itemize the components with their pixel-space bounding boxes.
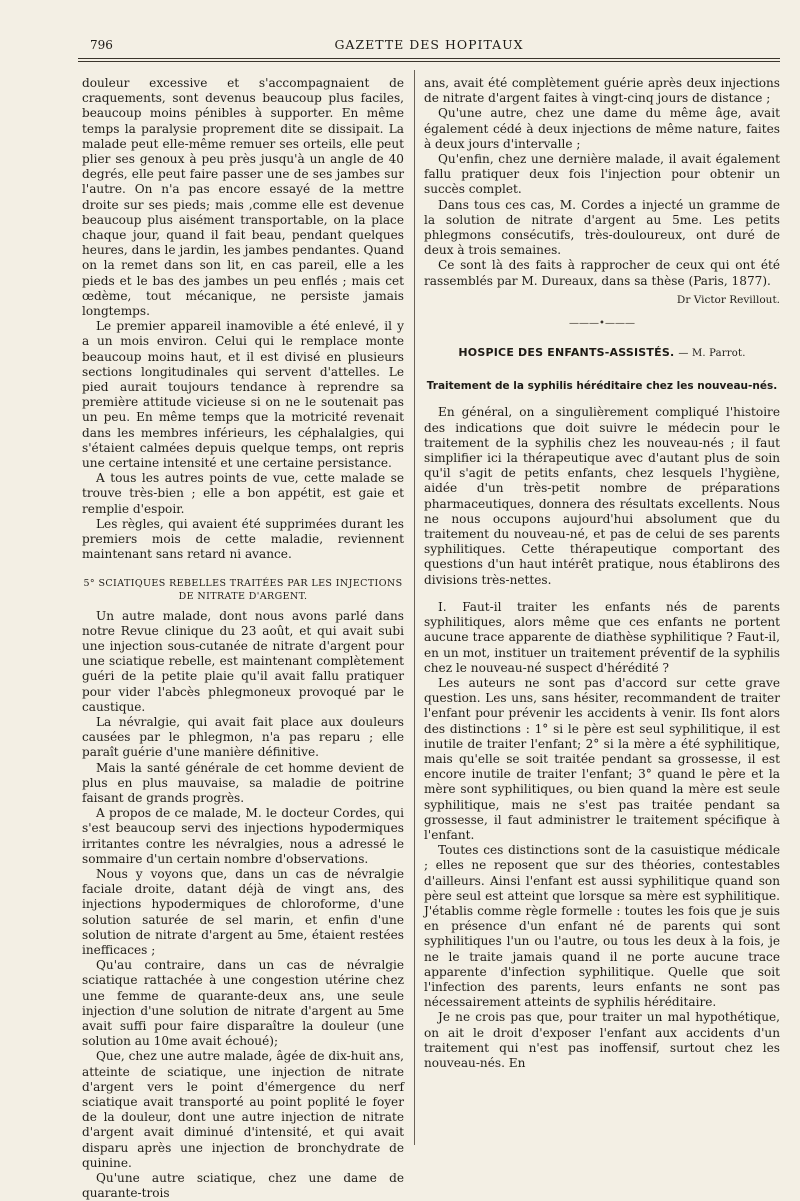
paragraph: douleur excessive et s'accompagnaient de craquements, sont devenus beaucoup plus faciles, beaucoup moins pénibles à supporter. En même temps la paralysie proprement dite se dissipait. La malade peut elle-même remuer ses orteils, elle peut plier ses genoux à peu près jusqu'à un angle de 40 degrés, elle peut faire passer une de ses jambes sur l'autre. On n'a pas encore essayé de la mettre droite sur ses pieds; mais ,comme elle est devenue beaucoup plus aisément transportable, on la place chaque jour, quand il fait beau, pendant quelques heures, dans le jardin, les jambes pendantes. Quand on la remet dans son lit, en cas pareil, elle a les pieds et le bas des jambes un peu enflés ; mais cet œdème, tout mécanique, ne persiste jamais longtemps. [82, 76, 404, 319]
paragraph: Que, chez une autre malade, âgée de dix-huit ans, atteinte de sciatique, une injection de nitrate d'argent vers le point d'émergence du nerf sciatique avait transporté au point poplité le foyer de la douleur, dont une autre injection de nitrate d'argent avait diminué d'intensité, et qui avait disparu après une injection de bronchydrate de quinine. [82, 1049, 404, 1170]
paragraph: Toutes ces distinctions sont de la casuistique médicale ; elles ne reposent que sur des théories, contestables d'ailleurs. Ainsi l'enfant est aussi syphilitique quand son père seul est atteint que lorsque sa mère est syphilitique. J'établis comme règle formelle : toutes les fois que je suis en présence d'un enfant né de parents qui sont syphilitiques l'un ou l'autre, ou tous les deux à la fois, je ne le traite jamais quand il ne porte aucune trace apparente d'infection syphilitique. Quelle que soit l'infection des parents, leurs enfants ne sont pas nécessairement atteints de syphilis héréditaire. [424, 843, 780, 1010]
paragraph: Dans tous ces cas, M. Cordes a injecté un gramme de la solution de nitrate d'argent au 5me. Les petits phlegmons consécutifs, très-douloureux, ont duré de deux à trois semaines. [424, 197, 780, 258]
paragraph: Nous y voyons que, dans un cas de névralgie faciale droite, datant déjà de vingt ans, des injections hypodermiques de chloroforme, d'une solution saturée de sel marin, et enfin d'une solution de nitrate d'argent au 5me, étaient restées inefficaces ; [82, 866, 404, 957]
paragraph: Mais la santé générale de cet homme devient de plus en plus mauvaise, sa maladie de poitrine faisant de grands progrès. [82, 760, 404, 805]
page-number: 796 [90, 38, 113, 52]
author-signature: Dr Victor Revillout. [676, 293, 780, 306]
paragraph: En général, on a singulièrement compliqué l'histoire des indications que doit suivre le médecin pour le traitement de la syphilis chez les nouveau-nés ; il faut simplifier ici la thérapeutique avec d'autant plus de soin qu'il s'agit de petits enfants, chez lesquels l'hygiène, aidée d'un très-petit nombre de préparations pharmaceutiques, donnera des résultats excellents. Nous ne nous occupons aujourd'hui absolument que du traitement du nouveau-né, et pas de celui de ses parents syphilitiques. Cette thérapeutique comportant des questions d'un haut intérêt pratique, nous établirons des divisions très-nettes. [424, 405, 780, 587]
paragraph: Ce sont là des faits à rapprocher de ceux qui ont été rassemblés par M. Dureaux, dans sa thèse (Paris, 1877). [424, 258, 780, 288]
column-separator [414, 70, 415, 1145]
paragraph: Les auteurs ne sont pas d'accord sur cette grave question. Les uns, sans hésiter, recommandent de traiter l'enfant pour prévenir les accidents à venir. Ils font alors des distinctions : 1° si le père est seul syphilitique, il est inutile de traiter l'enfant; 2° si la mère a été syphilitique, mais qu'elle se soit traitée pendant sa grossesse, il est encore inutile de traiter l'enfant; 3° quand le père et la mère sont syphilitiques, ou bien quand la mère est seule syphilitique, mais ne s'est pas traitée pendant sa grossesse, il faut administrer le traitement spécifique à l'enfant. [424, 675, 780, 842]
paragraph: Qu'une autre, chez une dame du même âge, avait également cédé à deux injections de même nature, faites à deux jours d'intervalle ; [424, 106, 780, 151]
section-author: — M. Parrot. [678, 348, 746, 360]
paragraph: Le premier appareil inamovible a été enlevé, il y a un mois environ. Celui qui le remplace monte beaucoup moins haut, et il est divisé en plusieurs sections longitudinales qui servent d'attelles. Le pied aurait toujours tendance à reprendre sa première attitude vicieuse si on ne le soutenait pas un peu. En même temps que la motricité revenait dans les membres inférieurs, les céphalalgies, qui s'étaient calmées depuis quelque temps, ont repris une certaine intensité et une certaine persistance. [82, 319, 404, 471]
section-title [424, 345, 780, 361]
page-header [78, 34, 780, 56]
right-column [424, 76, 780, 1071]
paragraph: Qu'une autre sciatique, chez une dame de quarante-trois [82, 1171, 404, 1201]
header-rule-top [78, 58, 780, 59]
journal-title: GAZETTE DES HOPITAUX [334, 37, 524, 52]
section-separator: ———•——— [569, 318, 635, 330]
paragraph: Qu'au contraire, dans un cas de névralgie sciatique rattachée à une congestion utérine chez une femme de quarante-deux ans, une seule injection d'une solution de nitrate d'argent au 5me avait suffi pour faire disparaître la douleur (une solution au 10me avait échoué); [82, 958, 404, 1049]
header-rule-bottom [78, 61, 780, 62]
paragraph: Les règles, qui avaient été supprimées durant les premiers mois de cette maladie, reviennent maintenant sans retard ni avance. [82, 516, 404, 562]
paragraph: A tous les autres points de vue, cette malade se trouve très-bien ; elle a bon appétit, est gaie et remplie d'espoir. [82, 471, 404, 516]
section-title-text: HOSPICE DES ENFANTS-ASSISTÉS. [458, 346, 675, 360]
paragraph: La névralgie, qui avait fait place aux douleurs causées par le phlegmon, n'a pas reparu ; elle paraît guérie d'une manière définitive. [82, 714, 404, 760]
paragraph: A propos de ce malade, M. le docteur Cordes, qui s'est beaucoup servi des injections hypodermiques irritantes contre les névralgies, nous a adressé le sommaire d'un certain nombre d'observations. [82, 806, 404, 866]
paragraph: ans, avait été complètement guérie après deux injections de nitrate d'argent faites à vingt-cinq jours de distance ; [424, 76, 780, 106]
paragraph: Je ne crois pas que, pour traiter un mal hypothétique, on ait le droit d'exposer l'enfant aux accidents d'un traitement qui n'est pas inoffensif, surtout chez les nouveau-nés. En [424, 1010, 780, 1070]
paragraph-gap [424, 588, 780, 600]
article-title: Traitement de la syphilis héréditaire chez les nouveau-nés. [426, 380, 778, 393]
subheading: 5° SCIATIQUES REBELLES TRAITÉES PAR LES INJECTIONS DE NITRATE D'ARGENT. [83, 577, 403, 602]
paragraph: Qu'enfin, chez une dernière malade, il avait également fallu pratiquer deux fois l'injection pour obtenir un succès complet. [424, 152, 780, 197]
paragraph: Un autre malade, dont nous avons parlé dans notre Revue clinique du 23 août, et qui avait subi une injection sous-cutanée de nitrate d'argent pour une sciatique rebelle, est maintenant complètement guéri de la petite plaie qu'il avait fallu pratiquer pour vider l'abcès phlegmoneux provoqué par le caustique. [82, 608, 404, 714]
left-column [82, 76, 404, 1201]
paragraph: I. Faut-il traiter les enfants nés de parents syphilitiques, alors même que ces enfants ne portent aucune trace apparente de diathèse syphilitique ? Faut-il, en un mot, instituer un traitement préventif de la syphilis chez le nouveau-né suspect d'hérédité ? [424, 599, 780, 675]
